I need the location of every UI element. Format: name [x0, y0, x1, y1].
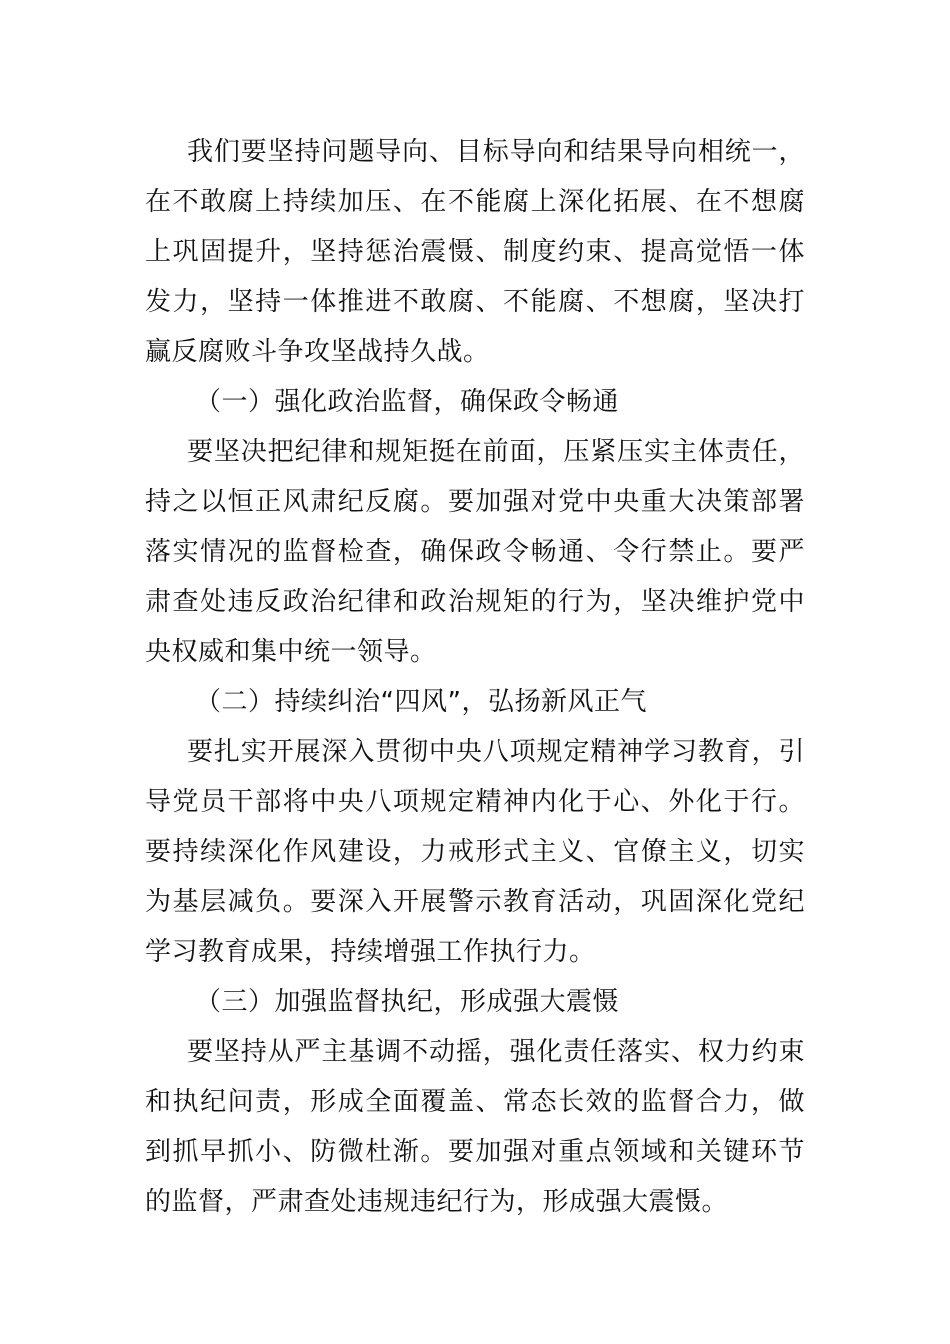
intro-paragraph: 我们要坚持问题导向、目标导向和结果导向相统一，在不敢腐上持续加压、在不能腐上深化拓展、在不想腐上巩固提升，坚持惩治震慑、制度约束、提高觉悟一体发力，坚持一体推进不敢腐、不能腐、不想腐，坚决打赢反腐败斗争攻坚战持久战。 — [145, 137, 805, 367]
section-heading-1: （一）强化政治监督，确保政令畅通 — [195, 387, 620, 417]
section-body-3: 要坚持从严主基调不动摇，强化责任落实、权力约束和执纪问责，形成全面覆盖、常态长效的监督合力，做到抓早抓小、防微杜渐。要加强对重点领域和关键环节的监督，严肃查处违规违纪行为，形成强大震慑。 — [145, 1037, 805, 1217]
section-heading-2: （二）持续纠治“四风”，弘扬新风正气 — [195, 687, 647, 717]
section-body-1: 要坚决把纪律和规矩挺在前面，压紧压实主体责任，持之以恒正风肃纪反腐。要加强对党中央重大决策部署落实情况的监督检查，确保政令畅通、令行禁止。要严肃查处违反政治纪律和政治规矩的行为，坚决维护党中央权威和集中统一领导。 — [145, 437, 805, 667]
section-body-2: 要扎实开展深入贯彻中央八项规定精神学习教育，引导党员干部将中央八项规定精神内化于心、外化于行。要持续深化作风建设，力戒形式主义、官僚主义，切实为基层减负。要深入开展警示教育活动，巩固深化党纪学习教育成果，持续增强工作执行力。 — [145, 737, 805, 967]
section-heading-3: （三）加强监督执纪，形成强大震慑 — [195, 987, 620, 1017]
document-body — [145, 127, 805, 1227]
